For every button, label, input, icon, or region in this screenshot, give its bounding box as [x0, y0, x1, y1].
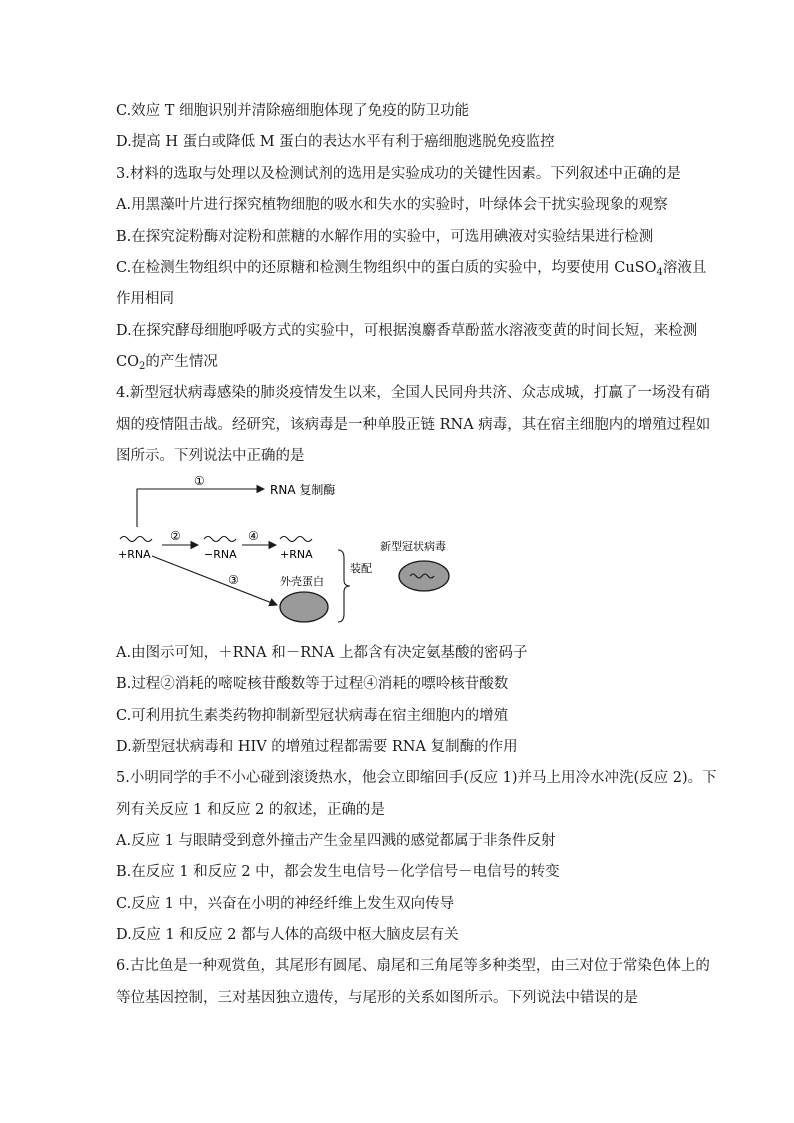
assembly-label: 装配	[350, 562, 372, 575]
rna-replicase-label: RNA 复制酶	[270, 483, 336, 497]
text-line: 列有关反应 1 和反应 2 的叙述，正确的是	[116, 802, 385, 818]
text-line: C.可利用抗生素类药物抑制新型冠状病毒在宿主细胞内的增殖	[116, 708, 509, 724]
text-line: 作用相同	[116, 291, 174, 307]
diagram-svg	[112, 472, 472, 630]
step-3-label: ③	[228, 573, 239, 587]
minus-rna-strand	[204, 537, 236, 542]
subscript: 2	[138, 361, 146, 372]
text-line: C.效应 T 细胞识别并清除癌细胞体现了免疫的防卫功能	[116, 103, 470, 119]
question-4-stem: 4.新型冠状病毒感染的肺炎疫情发生以来，全国人民同舟共济、众志成城，打赢了一场没有硝	[116, 385, 710, 401]
capsid-protein-shape	[280, 592, 328, 622]
text-line	[116, 352, 686, 372]
plus-rna-strand-2	[280, 537, 312, 542]
new-virus-label: 新型冠状病毒	[380, 540, 446, 553]
text-line: B.在反应 1 和反应 2 中，都会发生电信号－化学信号－电信号的转变	[116, 864, 560, 880]
text-line: C.反应 1 中，兴奋在小明的神经纤维上发生双向传导	[116, 896, 455, 912]
text-line: D.在探究酵母细胞呼吸方式的实验中，可根据溴麝香草酚蓝水溶液变黄的时间长短，来检测	[116, 323, 698, 339]
text-line: B.在探究淀粉酶对淀粉和蔗糖的水解作用的实验中，可选用碘液对实验结果进行检测	[116, 229, 654, 245]
step-4-label: ④	[248, 529, 259, 543]
capsid-protein-label: 外壳蛋白	[280, 575, 324, 588]
assembly-brace	[338, 550, 350, 622]
text-line: D.新型冠状病毒和 HIV 的增殖过程都需要 RNA 复制酶的作用	[116, 739, 518, 755]
question-6-stem: 6.古比鱼是一种观赏鱼，其尾形有圆尾、扇尾和三角尾等多种类型，由三对位于常染色体上的	[116, 958, 710, 974]
text-line: 等位基因控制，三对基因独立遗传，与尾形的关系如图所示。下列说法中错误的是	[116, 990, 638, 1006]
plus-rna-strand-1	[120, 537, 152, 542]
text-segment: C.在检测生物组织中的还原糖和检测生物组织中的蛋白质的实验中，均要使用 CuSO	[116, 260, 657, 276]
subscript: 4	[656, 267, 663, 278]
text-line: D.提高 H 蛋白或降低 M 蛋白的表达水平有利于癌细胞逃脱免疫监控	[116, 134, 555, 150]
arrow-step-1	[137, 489, 264, 527]
plus-rna-label-1: +RNA	[118, 548, 151, 561]
text-segment: CO	[116, 354, 139, 370]
text-segment: 溶液且	[662, 260, 707, 276]
step-1-label: ①	[194, 474, 205, 488]
text-line: 烟的疫情阻击战。经研究，该病毒是一种单股正链 RNA 病毒，其在宿主细胞内的增殖过程如	[116, 417, 711, 433]
plus-rna-label-2: +RNA	[280, 548, 313, 561]
text-line: A.用黑藻叶片进行探究植物细胞的吸水和失水的实验时，叶绿体会干扰实验现象的观察	[116, 197, 668, 213]
minus-rna-label: −RNA	[204, 548, 237, 561]
text-line: B.过程②消耗的嘧啶核苷酸数等于过程④消耗的嘌呤核苷酸数	[116, 676, 509, 692]
text-line	[116, 258, 707, 278]
arrow-step-3	[152, 556, 277, 605]
text-segment: 的产生情况	[145, 354, 218, 370]
text-line: A.反应 1 与眼睛受到意外撞击产生金星四溅的感觉都属于非条件反射	[116, 833, 556, 849]
text-line: 图所示。下列说法中正确的是	[116, 448, 305, 464]
step-2-label: ②	[170, 529, 181, 543]
virus-replication-diagram	[112, 472, 472, 630]
question-3-stem: 3.材料的选取与处理以及检测试剂的选用是实验成功的关键性因素。下列叙述中正确的是	[116, 166, 681, 182]
text-line: A.由图示可知，＋RNA 和－RNA 上都含有决定氨基酸的密码子	[116, 645, 528, 661]
text-line: D.反应 1 和反应 2 都与人体的高级中枢大脑皮层有关	[116, 927, 459, 943]
question-5-stem: 5.小明同学的手不小心碰到滚烫热水，他会立即缩回手(反应 1)并马上用冷水冲洗(反应 2)。下	[116, 770, 717, 786]
new-virus-shape	[399, 561, 449, 591]
